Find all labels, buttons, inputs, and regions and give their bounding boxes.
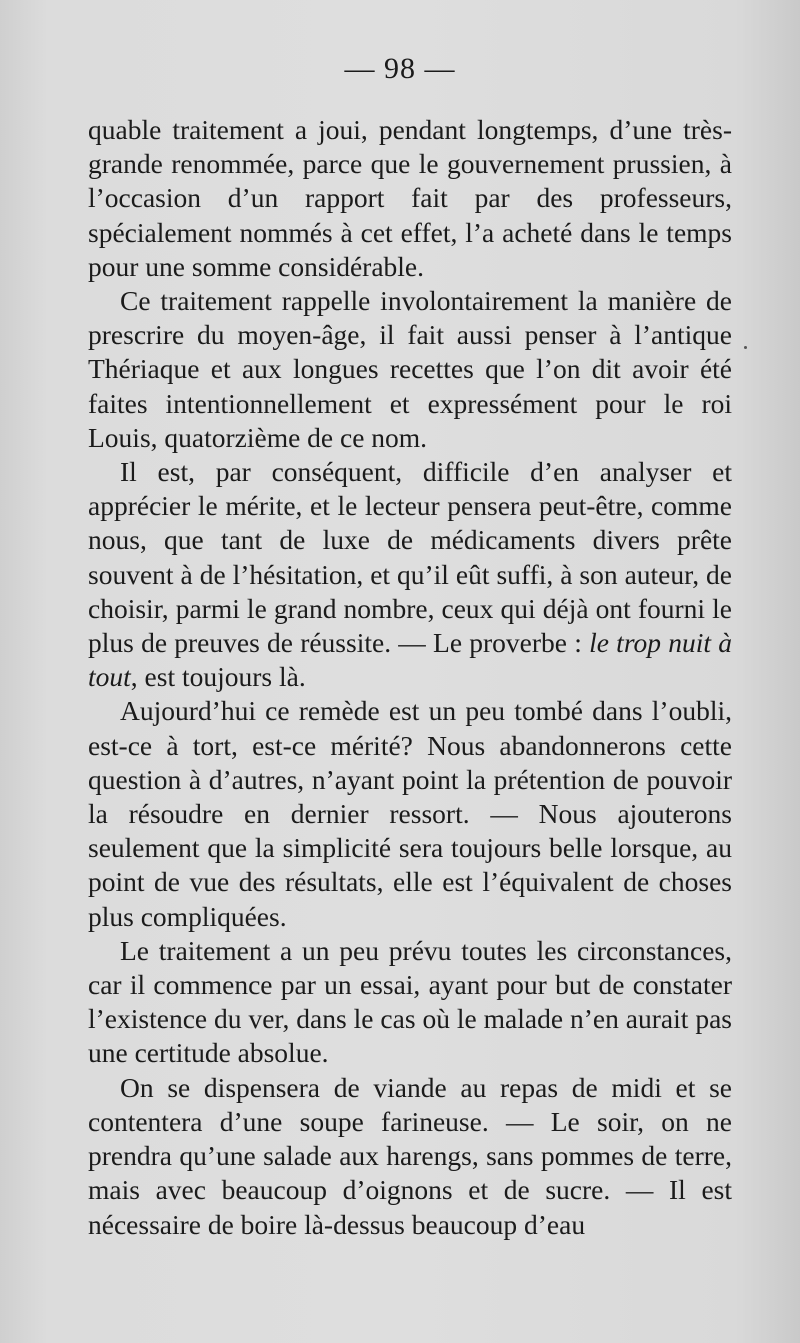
paragraph-2: Ce traitement rappelle involontairement la manière de prescrire du moyen-âge, il fait aussi penser à l’antique Thériaque et aux longues recettes que l’on dit avoir été faites intentionnellement et expressément pour le roi Louis, quatorzième de ce nom.	[88, 285, 732, 453]
paper-speck	[744, 346, 747, 349]
paragraph-3	[88, 455, 732, 694]
paragraph-4: Aujourd’hui ce remède est un peu tombé dans l’oubli, est-ce à tort, est-ce mérité? Nous abandonnerons cette question à d’autres, n’ayant point la prétention de pouvoir la résoudre en dernier ressort. — Nous ajouterons seulement que la simplicité sera toujours belle lorsque, au point de vue des résultats, elle est l’équivalent de choses plus compliquées.	[88, 695, 732, 932]
paragraph-5: Le traitement a un peu prévu toutes les circonstances, car il commence par un essai, ayant pour but de constater l’existence du ver, dans le cas où le malade n’en aurait pas une certitude absolue.	[88, 934, 732, 1069]
body-text	[88, 113, 732, 1242]
page-number: — 98 —	[344, 52, 456, 85]
paragraph-3-tail: , est toujours là.	[130, 661, 306, 693]
proverb-italic: le trop nuit à tout	[88, 627, 732, 693]
paragraph-3-text: Il est, par conséquent, difficile d’en analyser et apprécier le mérite, et le lecteur pensera peut-être, comme nous, que tant de luxe de médicaments divers prête souvent à de l’hésitation, et qu’il eût suffi, à son auteur, de choisir, parmi le grand nombre, ceux qui déjà ont fourni le plus de preuves de réussite. — Le proverbe :	[88, 456, 732, 659]
paragraph-6: On se dispensera de viande au repas de midi et se contentera d’une soupe farineuse. — Le soir, on ne prendra qu’une salade aux harengs, sans pommes de terre, mais avec beaucoup d’oignons et de sucre. — Il est nécessaire de boire là-dessus beaucoup d’eau	[88, 1071, 732, 1240]
paragraph-1: quable traitement a joui, pendant longtemps, d’une très-grande renommée, parce que le gouvernement prussien, à l’occasion d’un rapport fait par des professeurs, spécialement nommés à cet effet, l’a acheté dans le temps pour une somme considérable.	[88, 114, 732, 282]
